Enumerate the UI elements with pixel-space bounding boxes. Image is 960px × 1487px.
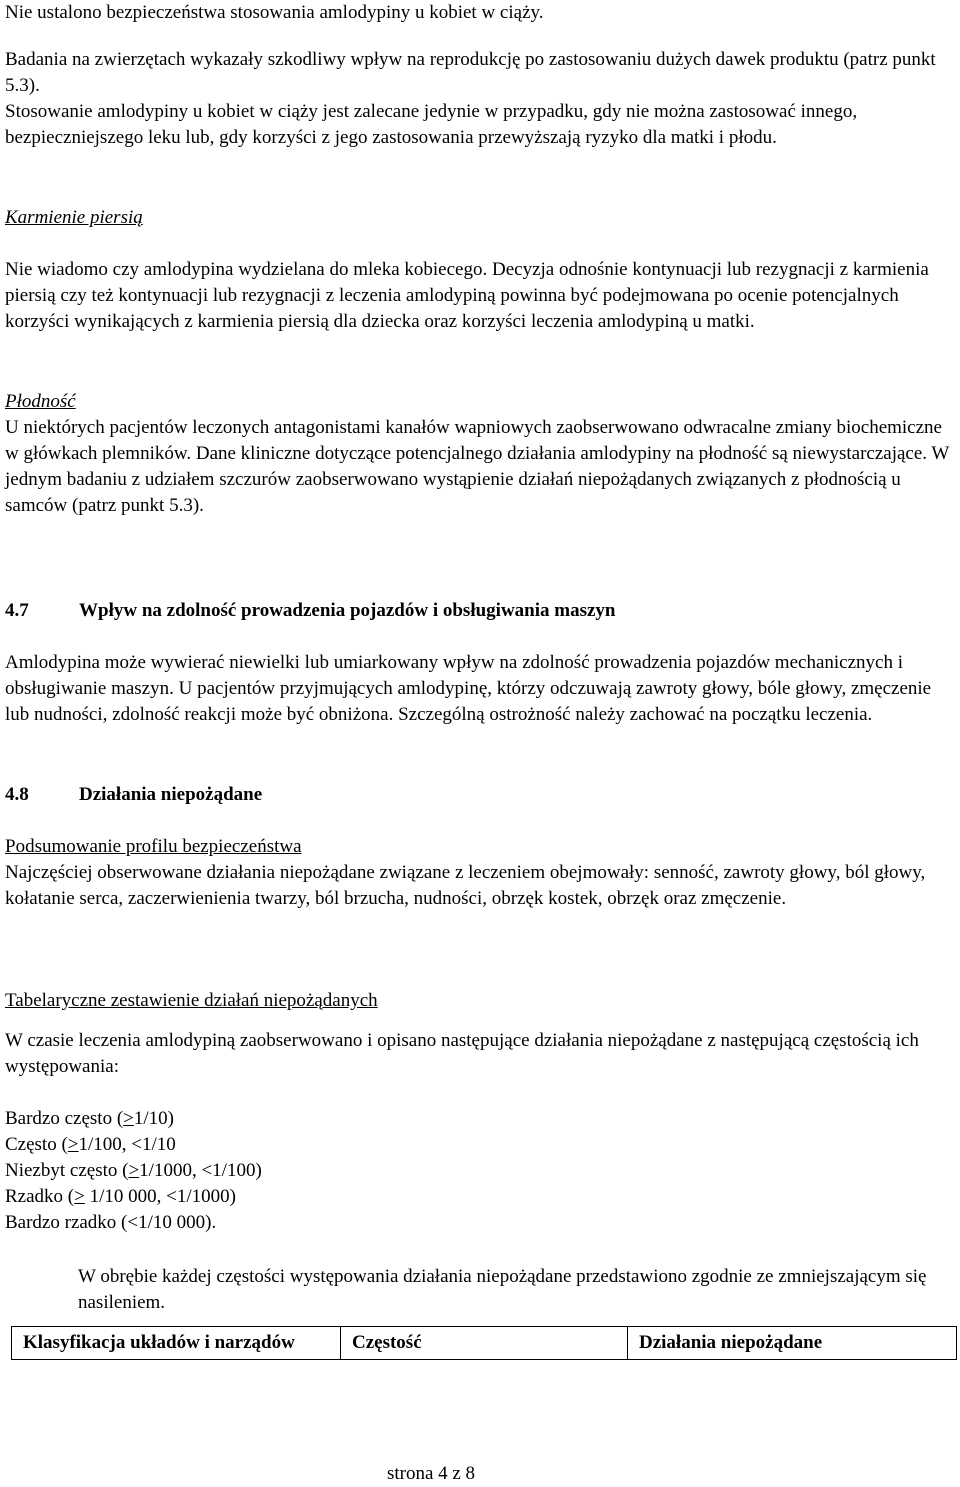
col-header-frequency: Częstość [341, 1327, 628, 1360]
fertility-paragraph: U niektórych pacjentów leczonych antagonistami kanałów wapniowych zaobserwowano odwracalne zmiany biochemiczne w główkach plemników. Dane kliniczne dotyczące potencjalnego działania amlodypiny na płodność są niewystarczające. W jednym badaniu z udziałem szczurów zaobserwowano wystąpienie działań niepożądanych związanych z płodnością u samców (patrz punkt 5.3). [5, 417, 950, 516]
safety-summary-paragraph: Najczęściej obserwowane działania niepożądane związane z leczeniem obejmowały: senność, zawroty głowy, ból głowy, kołatanie serca, zaczerwienienia twarzy, ból brzucha, nudności, obrzęk kostek, obrzęk oraz zmęczenie. [5, 862, 926, 909]
section-4-7-number: 4.7 [5, 600, 29, 621]
frequency-rare: Rzadko (> 1/10 000, <1/1000) [5, 1186, 236, 1207]
section-4-7-heading [5, 598, 615, 624]
adr-table-heading: Tabelaryczne zestawienie działań niepożądanych [5, 990, 378, 1011]
frequency-common: Często (>1/100, <1/10 [5, 1134, 176, 1155]
driving-paragraph: Amlodypina może wywierać niewielki lub umiarkowany wpływ na zdolność prowadzenia pojazdów mechanicznych i obsługiwanie maszyn. U pacjentów przyjmujących amlodypinę, którzy odczuwają zawroty głowy, bóle głowy, zmęczenie lub nudności, zdolność reakcji może być obniżona. Szczególną ostrożność należy zachować na początku leczenia. [5, 652, 932, 725]
section-4-7-title: Wpływ na zdolność prowadzenia pojazdów i obsługiwania maszyn [79, 600, 616, 621]
adr-table [11, 1326, 957, 1360]
safety-summary-heading: Podsumowanie profilu bezpieczeństwa [5, 836, 302, 857]
frequency-list [5, 1106, 955, 1236]
grouping-note-paragraph: W obrębie każdej częstości występowania działania niepożądane przedstawiono zgodnie ze zmniejszającym się nasileniem. [78, 1266, 927, 1313]
pregnancy-safety-paragraph: Nie ustalono bezpieczeństwa stosowania amlodypiny u kobiet w ciąży. [5, 2, 544, 23]
fertility-heading: Płodność [5, 391, 76, 412]
breastfeeding-paragraph: Nie wiadomo czy amlodypina wydzielana do mleka kobiecego. Decyzja odnośnie kontynuacji lub rezygnacji z karmienia piersią czy też kontynuacji lub rezygnacji z leczenia amlodypiną powinna być podejmowana po ocenie potencjalnych korzyści wynikających z karmienia piersią dla dziecka oraz korzyści leczenia amlodypiną u matki. [5, 259, 929, 332]
animal-studies-paragraph: Badania na zwierzętach wykazały szkodliwy wpływ na reprodukcję po zastosowaniu dużych dawek produktu (patrz punkt 5.3). [5, 49, 936, 96]
breastfeeding-heading: Karmienie piersią [5, 207, 143, 228]
frequency-very-rare: Bardzo rzadko (<1/10 000). [5, 1212, 217, 1233]
pregnancy-use-paragraph: Stosowanie amlodypiny u kobiet w ciąży jest zalecane jedynie w przypadku, gdy nie można zastosować innego, bezpieczniejszego leku lub, gdy korzyści z jego zastosowania przewyższają ryzyko dla matki i płodu. [5, 101, 858, 148]
col-header-organ-class: Klasyfikacja układów i narządów [12, 1327, 341, 1360]
section-4-8-number: 4.8 [5, 784, 29, 805]
adr-intro-paragraph: W czasie leczenia amlodypiną zaobserwowano i opisano następujące działania niepożądane z następującą częstością ich występowania: [5, 1030, 919, 1077]
frequency-very-common: Bardzo często (>1/10) [5, 1108, 174, 1129]
section-4-8-title: Działania niepożądane [79, 784, 263, 805]
adr-table-header-row [12, 1327, 957, 1360]
page-number: strona 4 z 8 [386, 1463, 476, 1484]
col-header-adverse-effects: Działania niepożądane [628, 1327, 957, 1360]
frequency-uncommon: Niezbyt często (>1/1000, <1/100) [5, 1160, 262, 1181]
section-4-8-heading [5, 782, 262, 808]
